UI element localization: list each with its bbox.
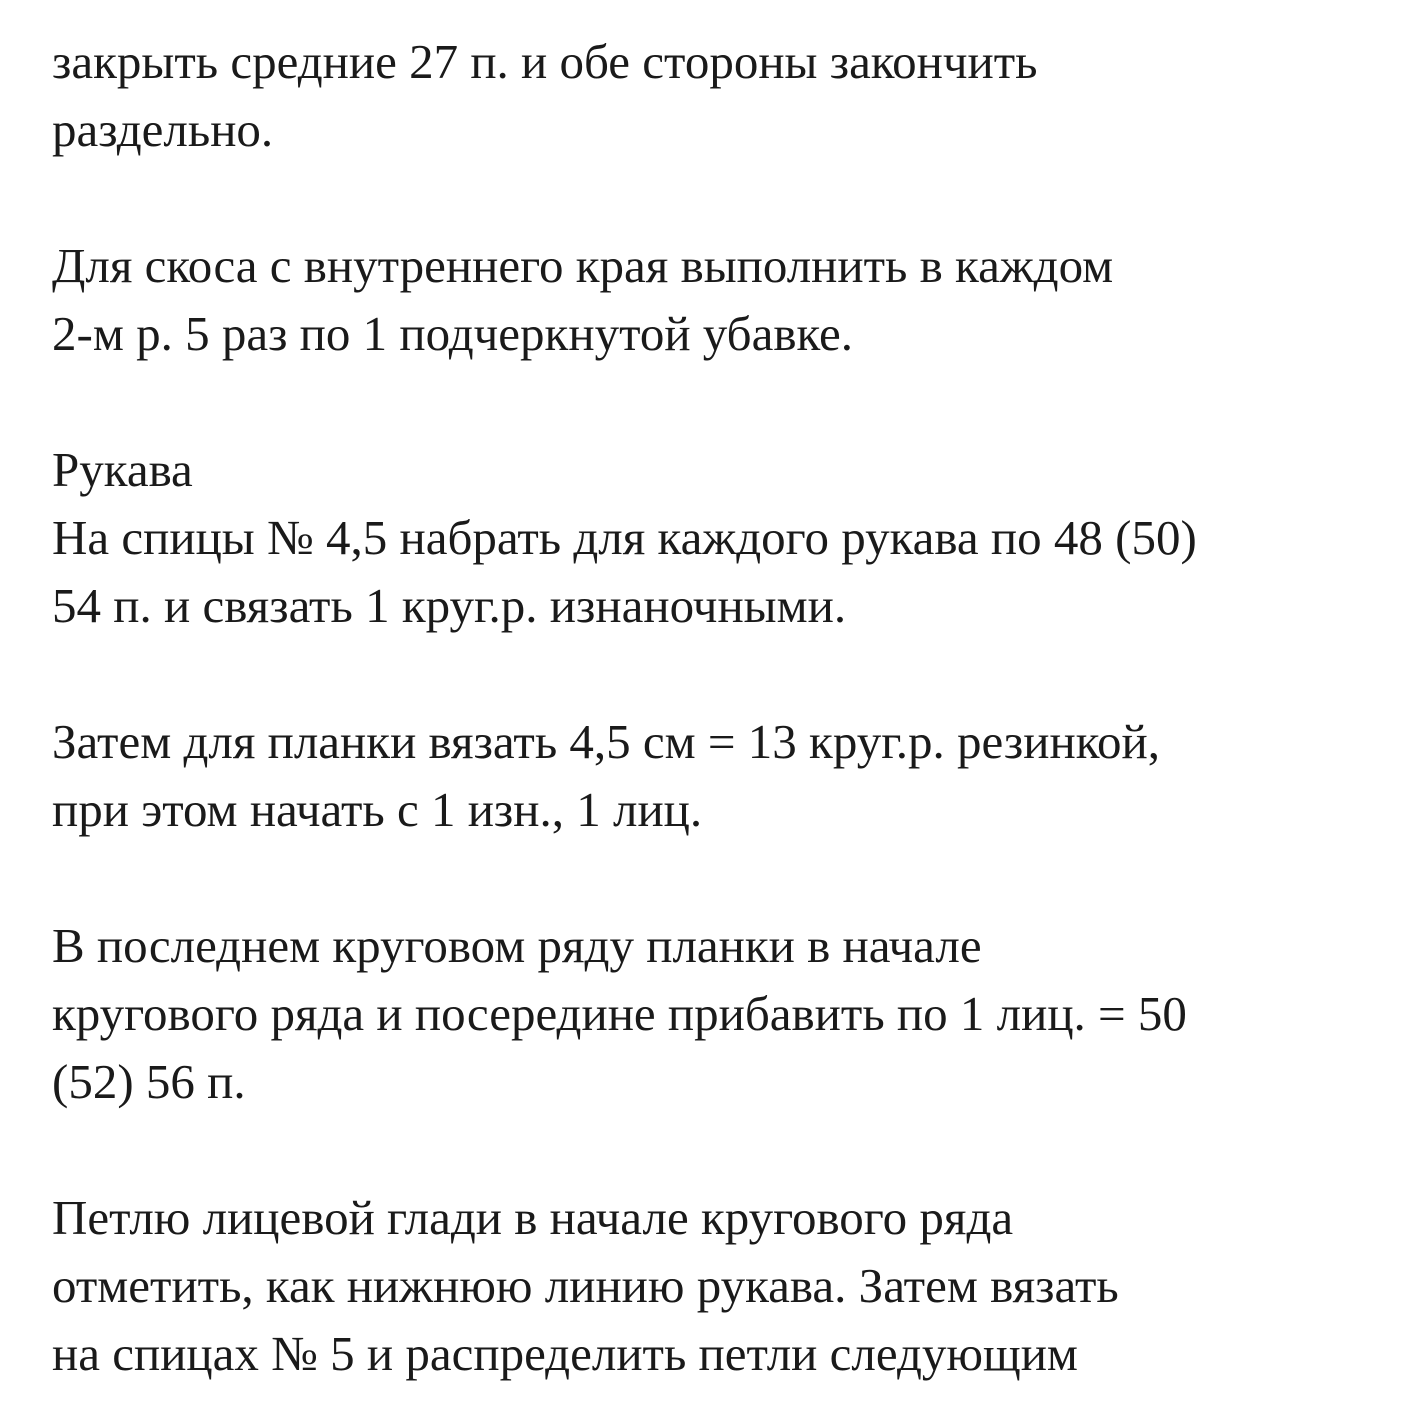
text-line: раздельно. (52, 102, 274, 157)
section-heading-sleeves: Рукава (52, 442, 193, 497)
document-page (52, 28, 1392, 1388)
paragraph-sleeves (52, 436, 1392, 640)
text-line: кругового ряда и посередине прибавить по 1 лиц. = 50 (52, 986, 1187, 1041)
paragraph-stitch-marking (52, 1184, 1392, 1388)
text-line: В последнем круговом ряду планки в начале (52, 918, 982, 973)
text-line: (52) 56 п. (52, 1054, 246, 1109)
paragraph-bevel-decrease (52, 232, 1392, 368)
text-line: Петлю лицевой глади в начале кругового ряда (52, 1190, 1014, 1245)
paragraph-ribbing (52, 708, 1392, 844)
text-line: 54 п. и связать 1 круг.р. изнаночными. (52, 578, 847, 633)
text-line: при этом начать с 1 изн., 1 лиц. (52, 782, 703, 837)
paragraph-spacer (52, 368, 1392, 436)
paragraph-spacer (52, 640, 1392, 708)
paragraph-spacer (52, 1116, 1392, 1184)
text-line: 2-м р. 5 раз по 1 подчеркнутой убавке. (52, 306, 854, 361)
paragraph-neckline-close (52, 28, 1392, 164)
text-line: на спицах № 5 и распределить петли следующим (52, 1326, 1078, 1381)
paragraph-increase (52, 912, 1392, 1116)
paragraph-spacer (52, 844, 1392, 912)
text-line: Для скоса с внутреннего края выполнить в каждом (52, 238, 1114, 293)
paragraph-spacer (52, 164, 1392, 232)
text-line: закрыть средние 27 п. и обе стороны закончить (52, 34, 1038, 89)
text-line: отметить, как нижнюю линию рукава. Затем вязать (52, 1258, 1119, 1313)
text-line: На спицы № 4,5 набрать для каждого рукава по 48 (50) (52, 510, 1197, 565)
text-line: Затем для планки вязать 4,5 см = 13 круг.р. резинкой, (52, 714, 1160, 769)
